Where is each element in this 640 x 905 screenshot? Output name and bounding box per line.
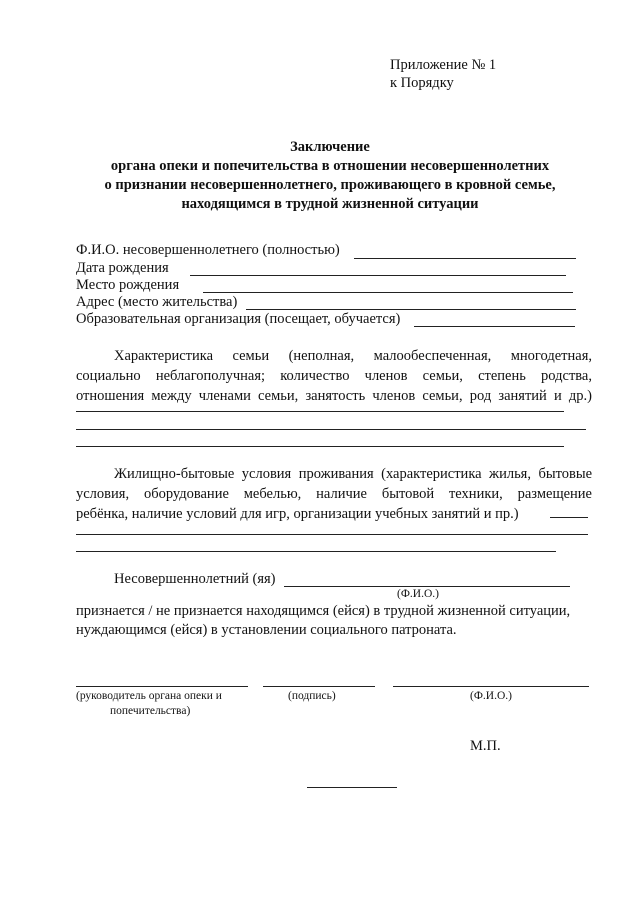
housing-input-line-0[interactable] xyxy=(550,517,588,518)
head-caption-line-1: (руководитель органа опеки и xyxy=(76,690,222,702)
title-line-4: находящимся в трудной жизненной ситуации xyxy=(181,196,479,212)
minor-fio-input-line[interactable] xyxy=(284,586,570,587)
conclusion-line-2: нуждающимся (ейся) в установлении социального патроната. xyxy=(76,622,457,638)
fio-caption: (Ф.И.О.) xyxy=(470,690,512,702)
family-line-3: отношения между членами семьи, занятость членов семьи, род занятий и др.) xyxy=(76,388,592,404)
address-label: Адрес (место жительства) xyxy=(76,294,238,310)
head-signature-line[interactable] xyxy=(76,686,248,687)
fio-signature-line[interactable] xyxy=(393,686,589,687)
housing-input-line-1[interactable] xyxy=(76,534,588,535)
housing-line-2: условия, оборудование мебелью, наличие бытовой техники, размещение xyxy=(76,486,592,502)
title-line-3: о признании несовершеннолетнего, проживающего в кровной семье, xyxy=(104,177,556,193)
title-line-2: органа опеки и попечительства в отношении несовершеннолетних xyxy=(110,158,550,174)
minor-fio-hint: (Ф.И.О.) xyxy=(397,588,439,600)
housing-input-line-2[interactable] xyxy=(76,551,556,552)
school-label: Образовательная организация (посещает, обучается) xyxy=(76,311,401,327)
fio-input-line[interactable] xyxy=(354,258,576,259)
separator-line xyxy=(307,787,397,788)
head-caption-line-2: попечительства) xyxy=(110,705,191,717)
family-paragraph xyxy=(76,346,592,406)
address-input-line[interactable] xyxy=(246,309,576,310)
title-line-1: Заключение xyxy=(290,139,370,155)
signature-line[interactable] xyxy=(263,686,375,687)
family-input-line-2[interactable] xyxy=(76,429,586,430)
birth-date-label: Дата рождения xyxy=(76,260,169,276)
fio-label: Ф.И.О. несовершеннолетнего (полностью) xyxy=(76,242,340,258)
birth-place-input-line[interactable] xyxy=(203,292,573,293)
housing-line-3: ребёнка, наличие условий для игр, организации учебных занятий и пр.) xyxy=(76,506,519,522)
signature-caption: (подпись) xyxy=(288,690,336,702)
birth-place-label: Место рождения xyxy=(76,277,180,293)
family-line-2: социально неблагополучная; количество членов семьи, степень родства, xyxy=(76,368,592,384)
housing-paragraph xyxy=(76,464,592,524)
family-line-1: Характеристика семьи (неполная, малообеспеченная, многодетная, xyxy=(114,348,592,364)
minor-label: Несовершеннолетний (яя) xyxy=(114,571,276,587)
conclusion-line-1: признается / не признается находящимся (ейся) в трудной жизненной ситуации, xyxy=(76,603,571,619)
appendix-label: Приложение № 1 xyxy=(390,57,497,73)
birth-date-input-line[interactable] xyxy=(190,275,566,276)
order-label: к Порядку xyxy=(390,75,454,91)
school-input-line[interactable] xyxy=(414,326,575,327)
family-input-line-3[interactable] xyxy=(76,446,564,447)
document-title xyxy=(60,138,600,214)
family-input-line-1[interactable] xyxy=(76,411,564,412)
housing-line-1: Жилищно-бытовые условия проживания (характеристика жилья, бытовые xyxy=(114,466,592,482)
stamp-label: М.П. xyxy=(470,738,501,754)
